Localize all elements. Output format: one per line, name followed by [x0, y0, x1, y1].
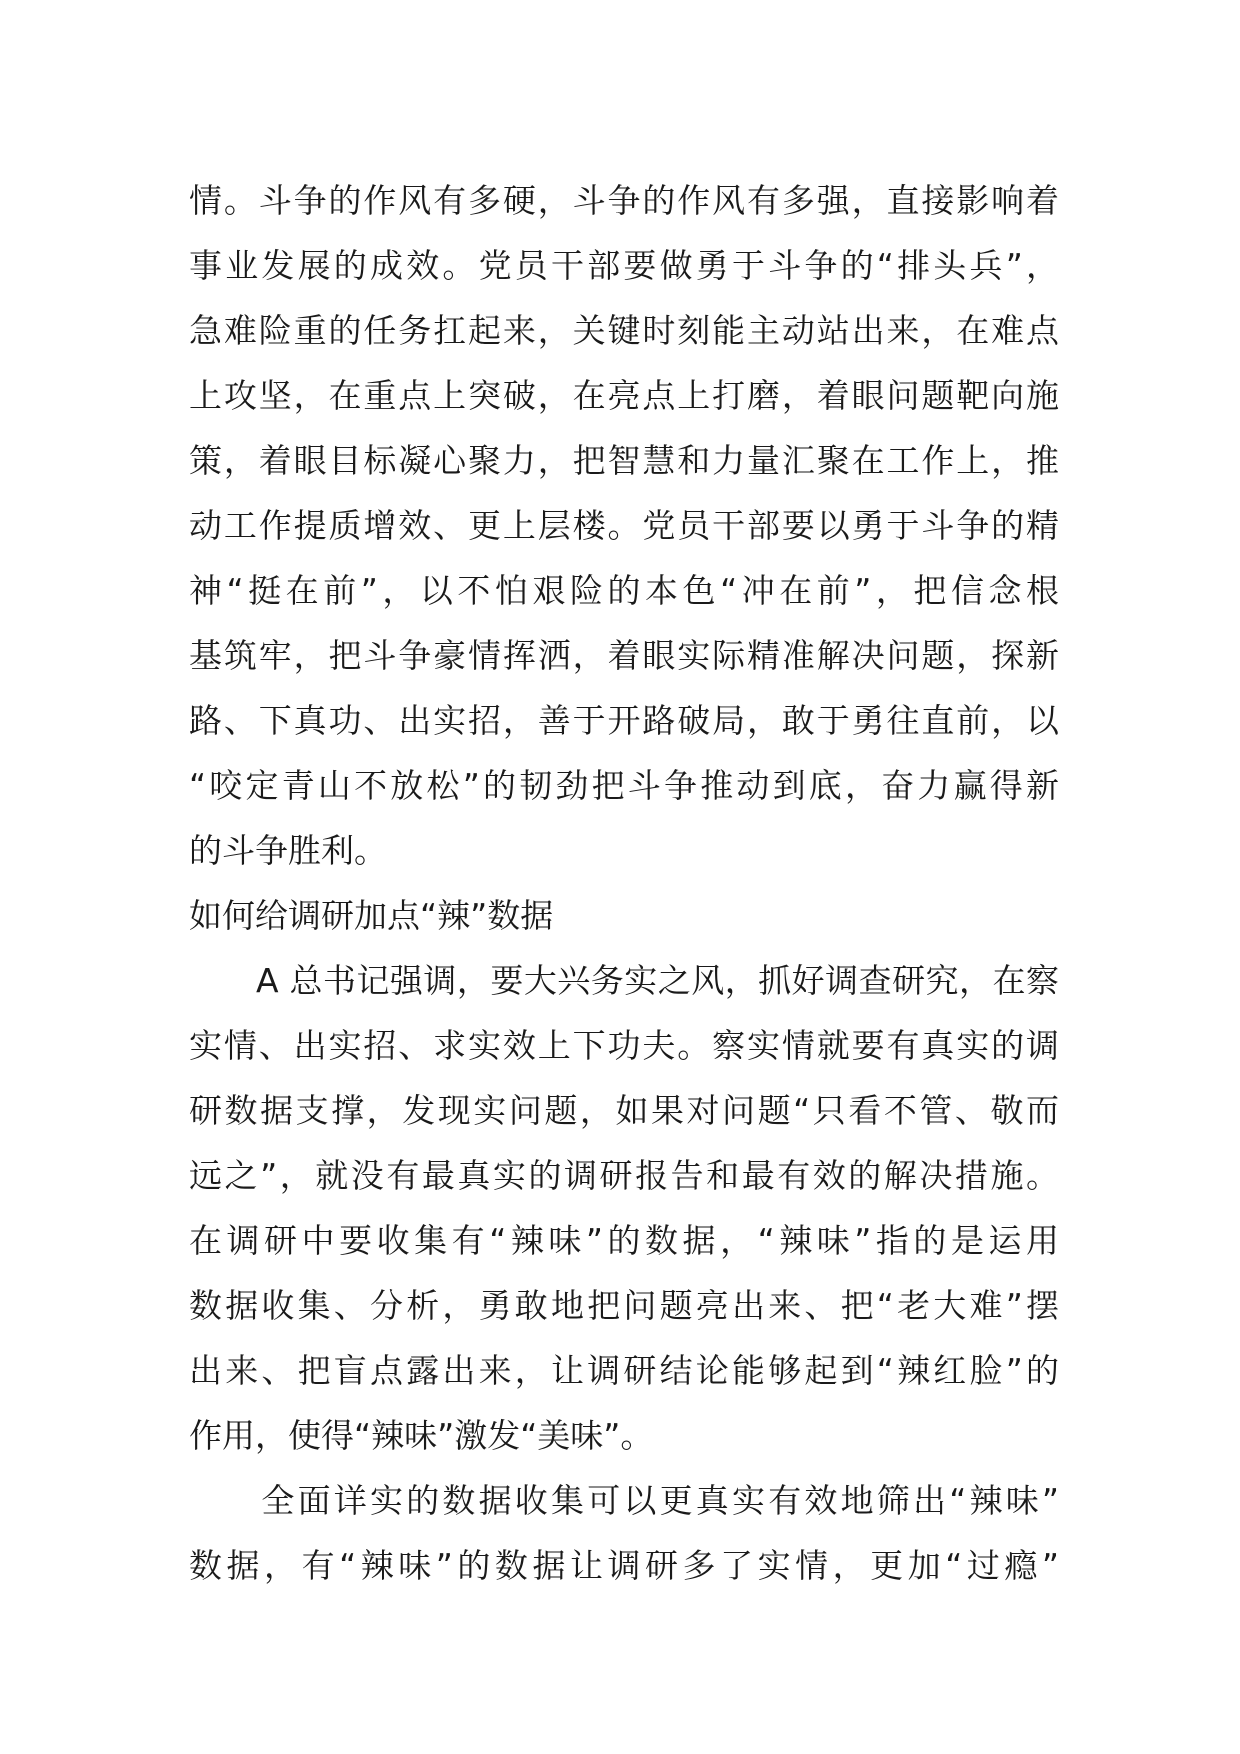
text-line: 在调研中要收集有“辣味”的数据，“辣味”指的是运用: [189, 1221, 1059, 1260]
text-line: “咬定青山不放松”的韧劲把斗争推动到底，奋力赢得新: [189, 766, 1059, 805]
text-line: 神“挺在前”，以不怕艰险的本色“冲在前”，把信念根: [189, 571, 1059, 610]
paragraph-data-collection: [189, 1468, 1059, 1598]
text-line: 急难险重的任务扛起来，关键时刻能主动站出来，在难点: [189, 311, 1059, 350]
paragraph-struggle: [189, 168, 1059, 883]
section-heading: 如何给调研加点“辣”数据: [189, 896, 554, 935]
text-line: 的斗争胜利。: [189, 831, 387, 870]
text-line: 数据收集、分析，勇敢地把问题亮出来、把“老大难”摆: [189, 1286, 1059, 1325]
text-line: 数据，有“辣味”的数据让调研多了实情，更加“过瘾”: [189, 1546, 1059, 1585]
text-line: 作用，使得“辣味”激发“美味”。: [189, 1416, 654, 1455]
text-line: 情。斗争的作风有多硬，斗争的作风有多强，直接影响着: [189, 181, 1059, 220]
text-line: 策，着眼目标凝心聚力，把智慧和力量汇聚在工作上，推: [189, 441, 1059, 480]
text-line: 全面详实的数据收集可以更真实有效地筛出“辣味”: [189, 1481, 1059, 1520]
paragraph-research-data: [189, 948, 1059, 1468]
text-line: 基筑牢，把斗争豪情挥洒，着眼实际精准解决问题，探新: [189, 636, 1059, 675]
document-page: [189, 168, 1059, 1598]
text-line: 研数据支撑，发现实问题，如果对问题“只看不管、敬而: [189, 1091, 1059, 1130]
text-line: 动工作提质增效、更上层楼。党员干部要以勇于斗争的精: [189, 506, 1059, 545]
text-line: 实情、出实招、求实效上下功夫。察实情就要有真实的调: [189, 1026, 1059, 1065]
text-line: 远之”，就没有最真实的调研报告和最有效的解决措施。: [189, 1156, 1059, 1195]
text-line: 事业发展的成效。党员干部要做勇于斗争的“排头兵”，: [189, 246, 1059, 285]
text-line: 出来、把盲点露出来，让调研结论能够起到“辣红脸”的: [189, 1351, 1059, 1390]
text-line: 上攻坚，在重点上突破，在亮点上打磨，着眼问题靶向施: [189, 376, 1059, 415]
text-line: A 总书记强调，要大兴务实之风，抓好调查研究，在察: [189, 961, 1059, 1000]
text-line: 路、下真功、出实招，善于开路破局，敢于勇往直前，以: [189, 701, 1059, 740]
